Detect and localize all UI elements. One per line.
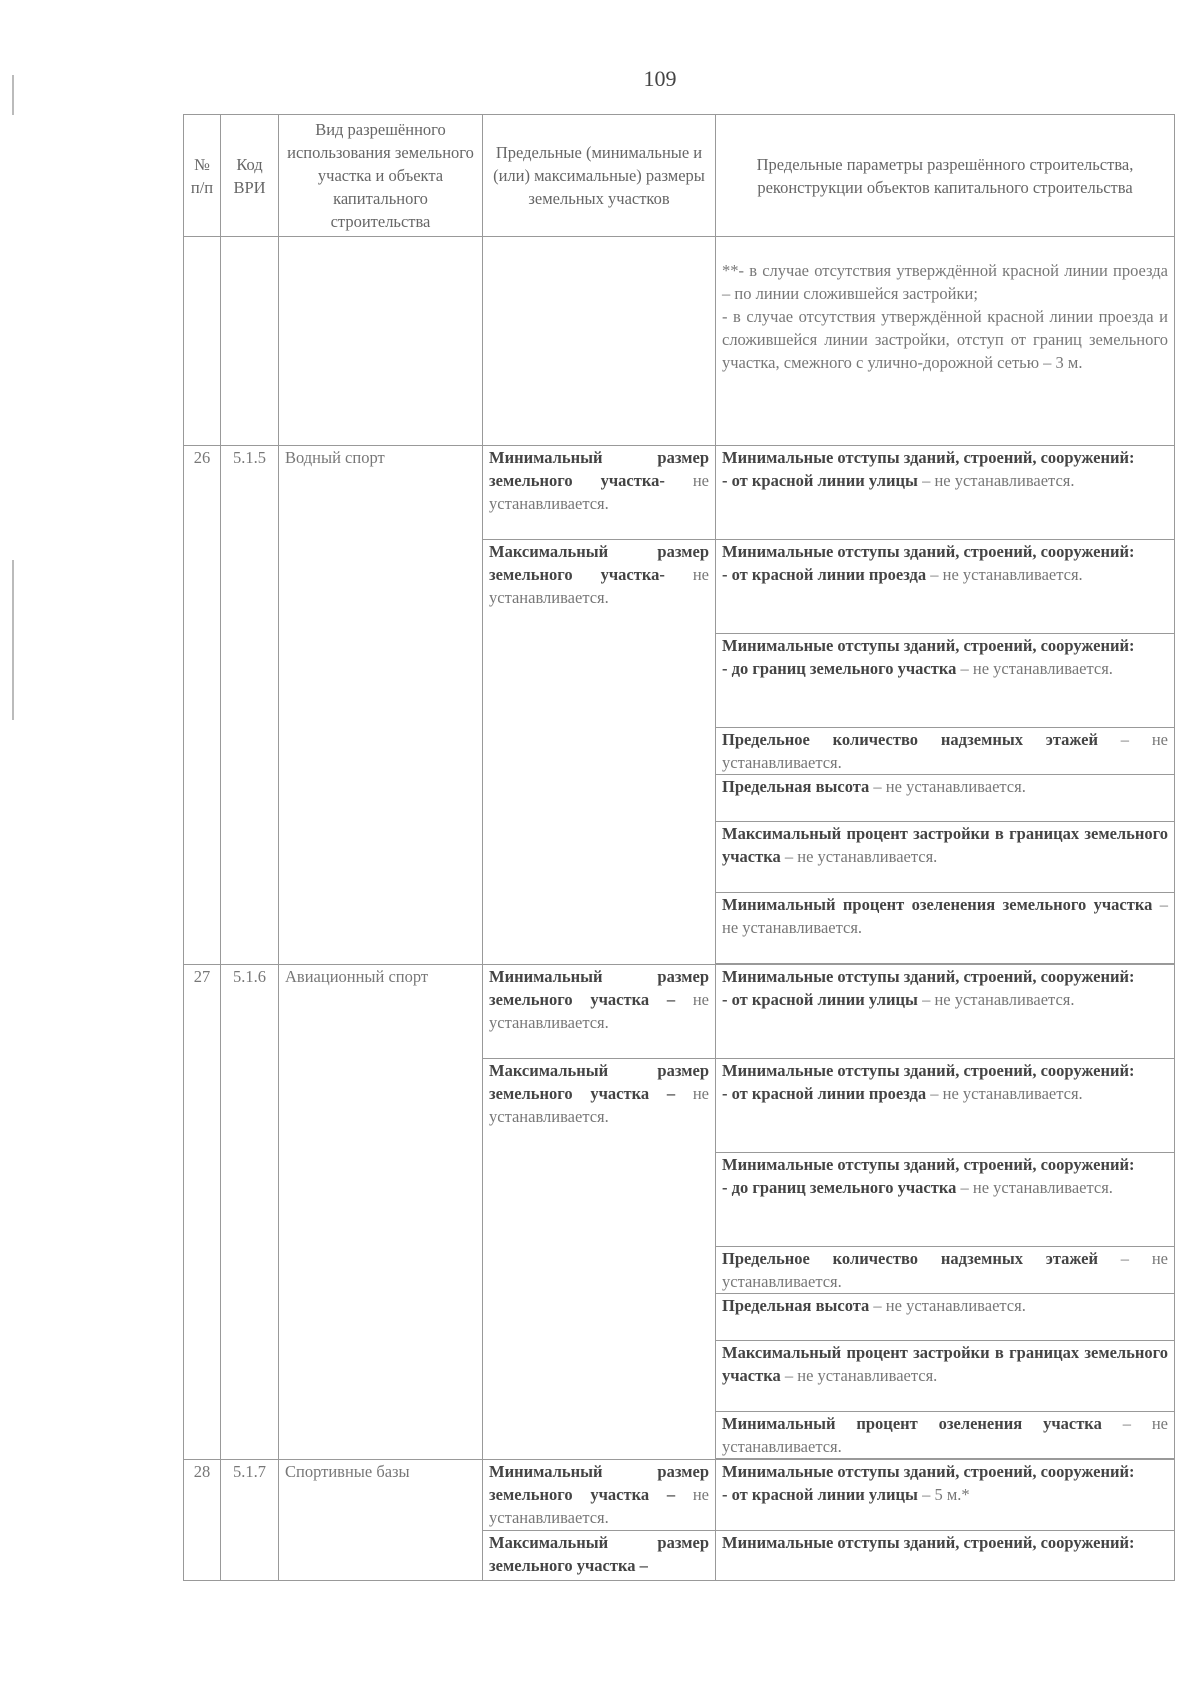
param-cell: Минимальные отступы зданий, строений, сооружений: - от красной линии проезда – не устанавливается. (716, 1059, 1175, 1153)
regulations-table (183, 114, 1175, 1581)
param-cell: Предельное количество надземных этажей – не устанавливается. (716, 728, 1175, 775)
row-code: 5.1.5 (221, 446, 279, 965)
row-number: 26 (184, 446, 221, 965)
row-kind: Авиационный спорт (279, 965, 483, 1460)
min-size-cell: Минимальный размер земельного участка – не устанавливается. (483, 965, 716, 1059)
table-row (184, 237, 1175, 446)
table-row (184, 446, 1175, 540)
header-params: Предельные параметры разрешённого строительства, реконструкции объектов капитального строительства (716, 115, 1175, 237)
param-cell: Предельная высота – не устанавливается. (716, 1294, 1175, 1341)
table-row (184, 965, 1175, 1059)
param-cell: Минимальные отступы зданий, строений, сооружений: - до границ земельного участка – не устанавливается. (716, 634, 1175, 728)
param-cell: Предельное количество надземных этажей – не устанавливается. (716, 1247, 1175, 1294)
row-kind: Водный спорт (279, 446, 483, 965)
table-row (184, 1460, 1175, 1531)
param-cell: Минимальные отступы зданий, строений, сооружений: - от красной линии улицы – не устанавливается. (716, 965, 1175, 1059)
param-cell: Минимальные отступы зданий, строений, сооружений: - от красной линии улицы – не устанавливается. (716, 446, 1175, 540)
row-code: 5.1.7 (221, 1460, 279, 1581)
param-cell: Минимальные отступы зданий, строений, сооружений: - до границ земельного участка – не устанавливается. (716, 1153, 1175, 1247)
page-number: 109 (643, 66, 677, 91)
param-cell: Минимальный процент озеленения участка – не устанавливается. (716, 1412, 1175, 1459)
param-cell: Минимальные отступы зданий, строений, сооружений: (716, 1531, 1175, 1581)
header-code: Код ВРИ (221, 115, 279, 237)
continuation-note: **- в случае отсутствия утверждённой красной линии проезда – по линии сложившейся застройки; - в случае отсутствия утверждённой красной линии проезда и сложившейся линии застройки, отступ от границ земельного участка, смежного с улично-дорожной сетью – 3 м. (716, 237, 1175, 446)
max-size-cell: Максимальный размер земельного участка – не устанавливается. (483, 1059, 716, 1460)
param-cell: Минимальные отступы зданий, строений, сооружений: - от красной линии улицы – 5 м.* (716, 1460, 1175, 1531)
min-size-cell: Минимальный размер земельного участка – не устанавливается. (483, 1460, 716, 1531)
row-number: 28 (184, 1460, 221, 1581)
param-cell: Минимальный процент озеленения земельного участка – не устанавливается. (716, 893, 1175, 964)
row-kind: Спортивные базы (279, 1460, 483, 1581)
min-size-cell: Минимальный размер земельного участка- не устанавливается. (483, 446, 716, 540)
table-header-row (184, 115, 1175, 237)
param-cell: Максимальный процент застройки в границах земельного участка – не устанавливается. (716, 1341, 1175, 1412)
header-size: Предельные (минимальные и (или) максимальные) размеры земельных участков (483, 115, 716, 237)
max-size-cell: Максимальный размер земельного участка- не устанавливается. (483, 540, 716, 965)
param-cell: Минимальные отступы зданий, строений, сооружений: - от красной линии проезда – не устанавливается. (716, 540, 1175, 634)
header-no: № п/п (184, 115, 221, 237)
row-code: 5.1.6 (221, 965, 279, 1460)
param-cell: Максимальный процент застройки в границах земельного участка – не устанавливается. (716, 822, 1175, 893)
max-size-cell: Максимальный размер земельного участка – (483, 1531, 716, 1581)
row-number: 27 (184, 965, 221, 1460)
param-cell: Предельная высота – не устанавливается. (716, 775, 1175, 822)
header-kind: Вид разрешённого использования земельного участка и объекта капитального строительства (279, 115, 483, 237)
scan-edge-mark (12, 560, 14, 720)
